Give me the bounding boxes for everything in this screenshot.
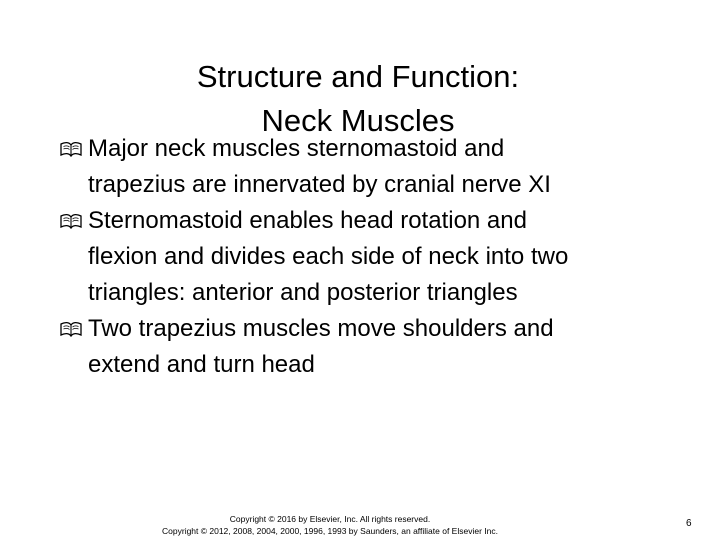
copyright-footer: [130, 513, 530, 537]
bullet-list: [60, 131, 690, 383]
open-book-icon: [60, 321, 82, 337]
bullet-1-line-2: trapezius are innervated by cranial nerve XI: [88, 171, 551, 198]
bullet-2-line-3: triangles: anterior and posterior triangles: [88, 279, 518, 306]
bullet-2-line-1: Sternomastoid enables head rotation and: [88, 207, 527, 234]
bullet-item-1: [60, 131, 690, 203]
bullet-1-line-1: Major neck muscles sternomastoid and: [88, 135, 505, 162]
bullet-item-2: [60, 203, 690, 311]
bullet-item-3: [60, 311, 690, 383]
open-book-icon: [60, 213, 82, 229]
bullet-3-line-1: Two trapezius muscles move shoulders and: [88, 315, 554, 342]
copyright-line-1: Copyright © 2016 by Elsevier, Inc. All rights reserved.: [229, 514, 431, 524]
slide-title-line-2: Neck Muscles: [261, 102, 455, 138]
bullet-3-line-2: extend and turn head: [88, 351, 315, 378]
slide-title: [0, 55, 716, 143]
page-number: 6: [686, 518, 692, 529]
open-book-icon: [60, 141, 82, 157]
slide-title-line-1: Structure and Function:: [196, 58, 520, 94]
bullet-2-line-2: flexion and divides each side of neck into two: [88, 243, 569, 270]
copyright-line-2: Copyright © 2012, 2008, 2004, 2000, 1996, 1993 by Saunders, an affiliate of Elsevier Inc.: [162, 526, 498, 536]
